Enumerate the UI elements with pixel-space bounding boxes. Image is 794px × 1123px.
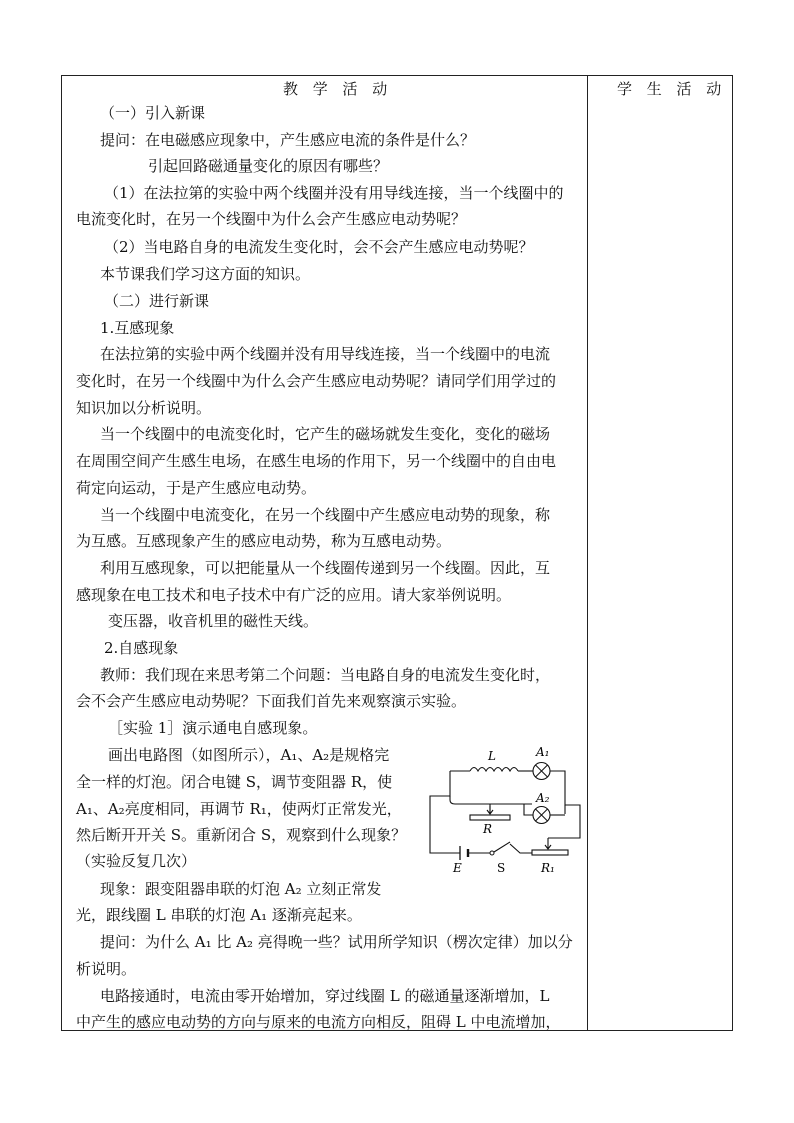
text-line: （实验反复几次）: [76, 852, 197, 870]
text-line: 会不会产生感应电动势呢？下面我们首先来观察演示实验。: [76, 692, 467, 710]
inductor-coil: [470, 768, 518, 772]
text-line: 引起回路磁通量变化的原因有哪些？: [148, 157, 389, 175]
text-line: 知识加以分析说明。: [76, 399, 212, 417]
text-line: 感现象在电工技术和电子技术中有广泛的应用。请大家举例说明。: [76, 586, 512, 604]
text-line: 本节课我们学习这方面的知识。: [100, 265, 311, 283]
battery-e: [460, 846, 468, 860]
text-line: 当一个线圈中电流变化，在另一个线圈中产生感应电动势的现象，称: [100, 506, 551, 524]
text-line: 变压器，收音机里的磁性天线。: [108, 612, 319, 630]
text-line: （1）在法拉第的实验中两个线圈并没有用导线连接，当一个线圈中的: [104, 184, 564, 202]
column-divider: [587, 75, 588, 1031]
text-line: （2）当电路自身的电流发生变化时，会不会产生感应电动势呢？: [104, 238, 534, 256]
experiment-title: ［实验 1］演示通电自感现象。: [108, 719, 318, 737]
switch-s: [490, 842, 510, 855]
text-line: 电路接通时，电流由零开始增加，穿过线圈 L 的磁通量逐渐增加，L: [100, 987, 550, 1005]
text-line: 教师：我们现在来思考第二个问题：当电路自身的电流发生变化时，: [100, 666, 551, 684]
text-line: 利用互感现象，可以把能量从一个线圈传递到另一个线圈。因此，互: [100, 559, 551, 577]
text-line: 电流变化时，在另一个线圈中为什么会产生感应电动势呢？: [76, 210, 467, 228]
text-line: 在法拉第的实验中两个线圈并没有用导线连接，当一个线圈中的电流: [100, 345, 551, 363]
teaching-activity-header: 教 学 活 动: [283, 80, 393, 98]
label-a1: A₁: [536, 745, 550, 759]
subsection-mutual-induction: 1.互感现象: [100, 319, 175, 337]
lamp-a2: [533, 807, 550, 824]
lamp-a1: [533, 763, 550, 780]
student-activity-header: 学 生 活 动: [617, 80, 727, 98]
subsection-self-induction: 2.自感现象: [104, 639, 179, 657]
label-r1: R₁: [541, 861, 555, 874]
text-line: 提问：在电磁感应现象中，产生感应电流的条件是什么？: [100, 131, 476, 149]
text-line: 光，跟线圈 L 串联的灯泡 A₁ 逐渐亮起来。: [76, 906, 362, 924]
label-l: L: [488, 749, 496, 763]
text-line: 当一个线圈中的电流变化时，它产生的磁场就发生变化，变化的磁场: [100, 425, 551, 443]
text-line: 析说明。: [76, 960, 137, 978]
label-r: R: [483, 822, 493, 836]
section-intro-title: （一）引入新课: [100, 104, 206, 122]
rheostat-r: [470, 806, 510, 820]
label-s: S: [497, 861, 506, 874]
text-line: 提问：为什么 A₁ 比 A₂ 亮得晚一些？试用所学知识（楞次定律）加以分: [100, 933, 573, 951]
text-line: 变化时，在另一个线圈中为什么会产生感应电动势呢？请同学们用学过的: [76, 372, 557, 390]
text-line: 画出电路图（如图所示），A₁、A₂是规格完: [108, 746, 390, 764]
text-line: 中产生的感应电动势的方向与原来的电流方向相反，阻碍 L 中电流增加，: [76, 1013, 561, 1031]
text-line: 然后断开开关 S。重新闭合 S，观察到什么现象？: [76, 826, 407, 844]
rheostat-r1: [532, 838, 568, 855]
circuit-diagram: [420, 740, 586, 874]
text-line: 为互感。互感现象产生的感应电动势，称为互感电动势。: [76, 532, 452, 550]
text-line: 现象：跟变阻器串联的灯泡 A₂ 立刻正常发: [100, 880, 382, 898]
text-line: 荷定向运动，于是产生感应电动势。: [76, 479, 317, 497]
text-line: 在周围空间产生感生电场，在感生电场的作用下，另一个线圈中的自由电: [76, 452, 557, 470]
label-e: E: [453, 861, 462, 874]
section-new-title: （二）进行新课: [104, 292, 210, 310]
label-a2: A₂: [536, 791, 550, 805]
text-line: 全一样的灯泡。闭合电键 S，调节变阻器 R，使: [76, 773, 393, 791]
text-line: A₁、A₂亮度相同，再调节 R₁，使两灯正常发光，: [76, 800, 402, 818]
